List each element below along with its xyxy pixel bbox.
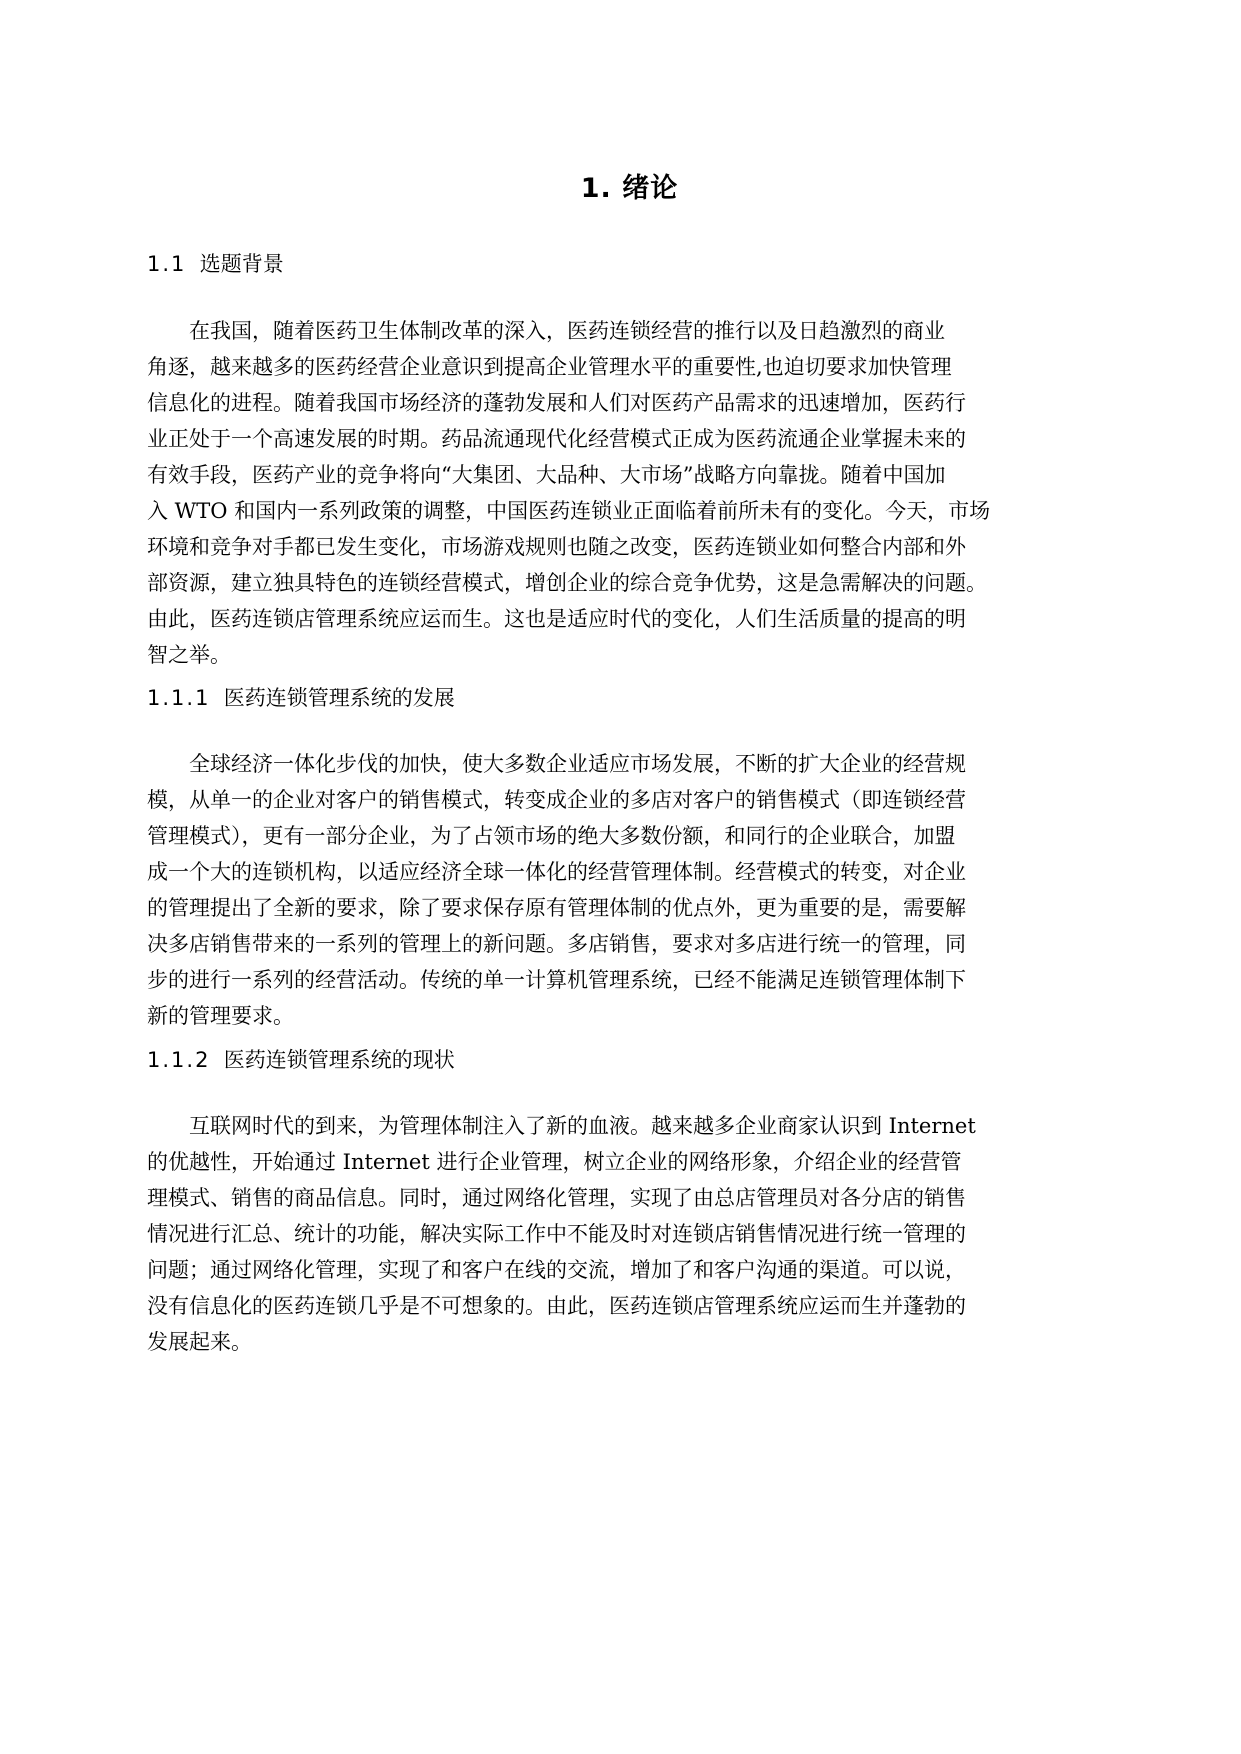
paragraph-line: 入 WTO 和国内一系列政策的调整，中国医药连锁业正面临着前所未有的变化。今天，市场	[147, 499, 991, 523]
section-paragraph-1-1-1	[147, 746, 1112, 1034]
paragraph-line: 步的进行一系列的经营活动。传统的单一计算机管理系统，已经不能满足连锁管理体制下	[147, 968, 966, 992]
paragraph-line: 没有信息化的医药连锁几乎是不可想象的。由此，医药连锁店管理系统应运而生并蓬勃的	[147, 1294, 966, 1318]
paragraph-line: 情况进行汇总、统计的功能，解决实际工作中不能及时对连锁店销售情况进行统一管理的	[147, 1222, 966, 1246]
paragraph-line: 成一个大的连锁机构，以适应经济全球一体化的经营管理体制。经营模式的转变，对企业	[147, 860, 966, 884]
paragraph-line: 全球经济一体化步伐的加快，使大多数企业适应市场发展，不断的扩大企业的经营规	[147, 752, 966, 776]
paragraph-line: 新的管理要求。	[147, 1004, 294, 1028]
paragraph-line: 理模式、销售的商品信息。同时，通过网络化管理，实现了由总店管理员对各分店的销售	[147, 1186, 966, 1210]
section-number: 1.1.2	[147, 1048, 211, 1072]
paragraph-line: 问题；通过网络化管理，实现了和客户在线的交流，增加了和客户沟通的渠道。可以说，	[147, 1258, 966, 1282]
paragraph-line: 管理模式），更有一部分企业，为了占领市场的绝大多数份额，和同行的企业联合，加盟	[147, 824, 956, 848]
section-heading-1-1-2	[147, 1046, 455, 1074]
paragraph-line: 有效手段，医药产业的竞争将向“大集团、大品种、大市场”战略方向靠拢。随着中国加	[147, 463, 946, 487]
paragraph-line: 在我国，随着医药卫生体制改革的深入，医药连锁经营的推行以及日趋激烈的商业	[147, 319, 945, 343]
paragraph-line: 的管理提出了全新的要求，除了要求保存原有管理体制的优点外，更为重要的是，需要解	[147, 896, 966, 920]
section-paragraph-1-1	[147, 313, 1112, 673]
section-heading-1-1-1	[147, 684, 455, 712]
section-paragraph-1-1-2	[147, 1108, 1112, 1360]
section-heading-1-1	[147, 250, 284, 278]
chapter-title: 1. 绪论	[580, 173, 679, 204]
paragraph-line: 决多店销售带来的一系列的管理上的新问题。多店销售，要求对多店进行统一的管理，同	[147, 932, 966, 956]
paragraph-line: 角逐，越来越多的医药经营企业意识到提高企业管理水平的重要性,也迫切要求加快管理	[147, 355, 952, 379]
paragraph-line: 业正处于一个高速发展的时期。药品流通现代化经营模式正成为医药流通企业掌握未来的	[147, 427, 966, 451]
section-title: 医药连锁管理系统的发展	[223, 686, 455, 710]
paragraph-line: 由此，医药连锁店管理系统应运而生。这也是适应时代的变化，人们生活质量的提高的明	[147, 607, 966, 631]
paragraph-line: 发展起来。	[147, 1330, 252, 1354]
paragraph-line: 智之举。	[147, 643, 231, 667]
paragraph-line: 信息化的进程。随着我国市场经济的蓬勃发展和人们对医药产品需求的迅速增加，医药行	[147, 391, 966, 415]
paragraph-line: 模，从单一的企业对客户的销售模式，转变成企业的多店对客户的销售模式（即连锁经营	[147, 788, 966, 812]
paragraph-line: 部资源，建立独具特色的连锁经营模式，增创企业的综合竞争优势，这是急需解决的问题。	[147, 571, 987, 595]
paragraph-line: 的优越性，开始通过 Internet 进行企业管理，树立企业的网络形象，介绍企业的经营管	[147, 1150, 962, 1174]
paragraph-line: 互联网时代的到来，为管理体制注入了新的血液。越来越多企业商家认识到 Internet	[147, 1114, 976, 1138]
paragraph-line: 环境和竞争对手都已发生变化，市场游戏规则也随之改变，医药连锁业如何整合内部和外	[147, 535, 966, 559]
section-title: 医药连锁管理系统的现状	[223, 1048, 455, 1072]
document-page	[147, 0, 1112, 1754]
section-number: 1.1	[147, 252, 187, 276]
section-title: 选题背景	[199, 252, 284, 276]
section-number: 1.1.1	[147, 686, 211, 710]
